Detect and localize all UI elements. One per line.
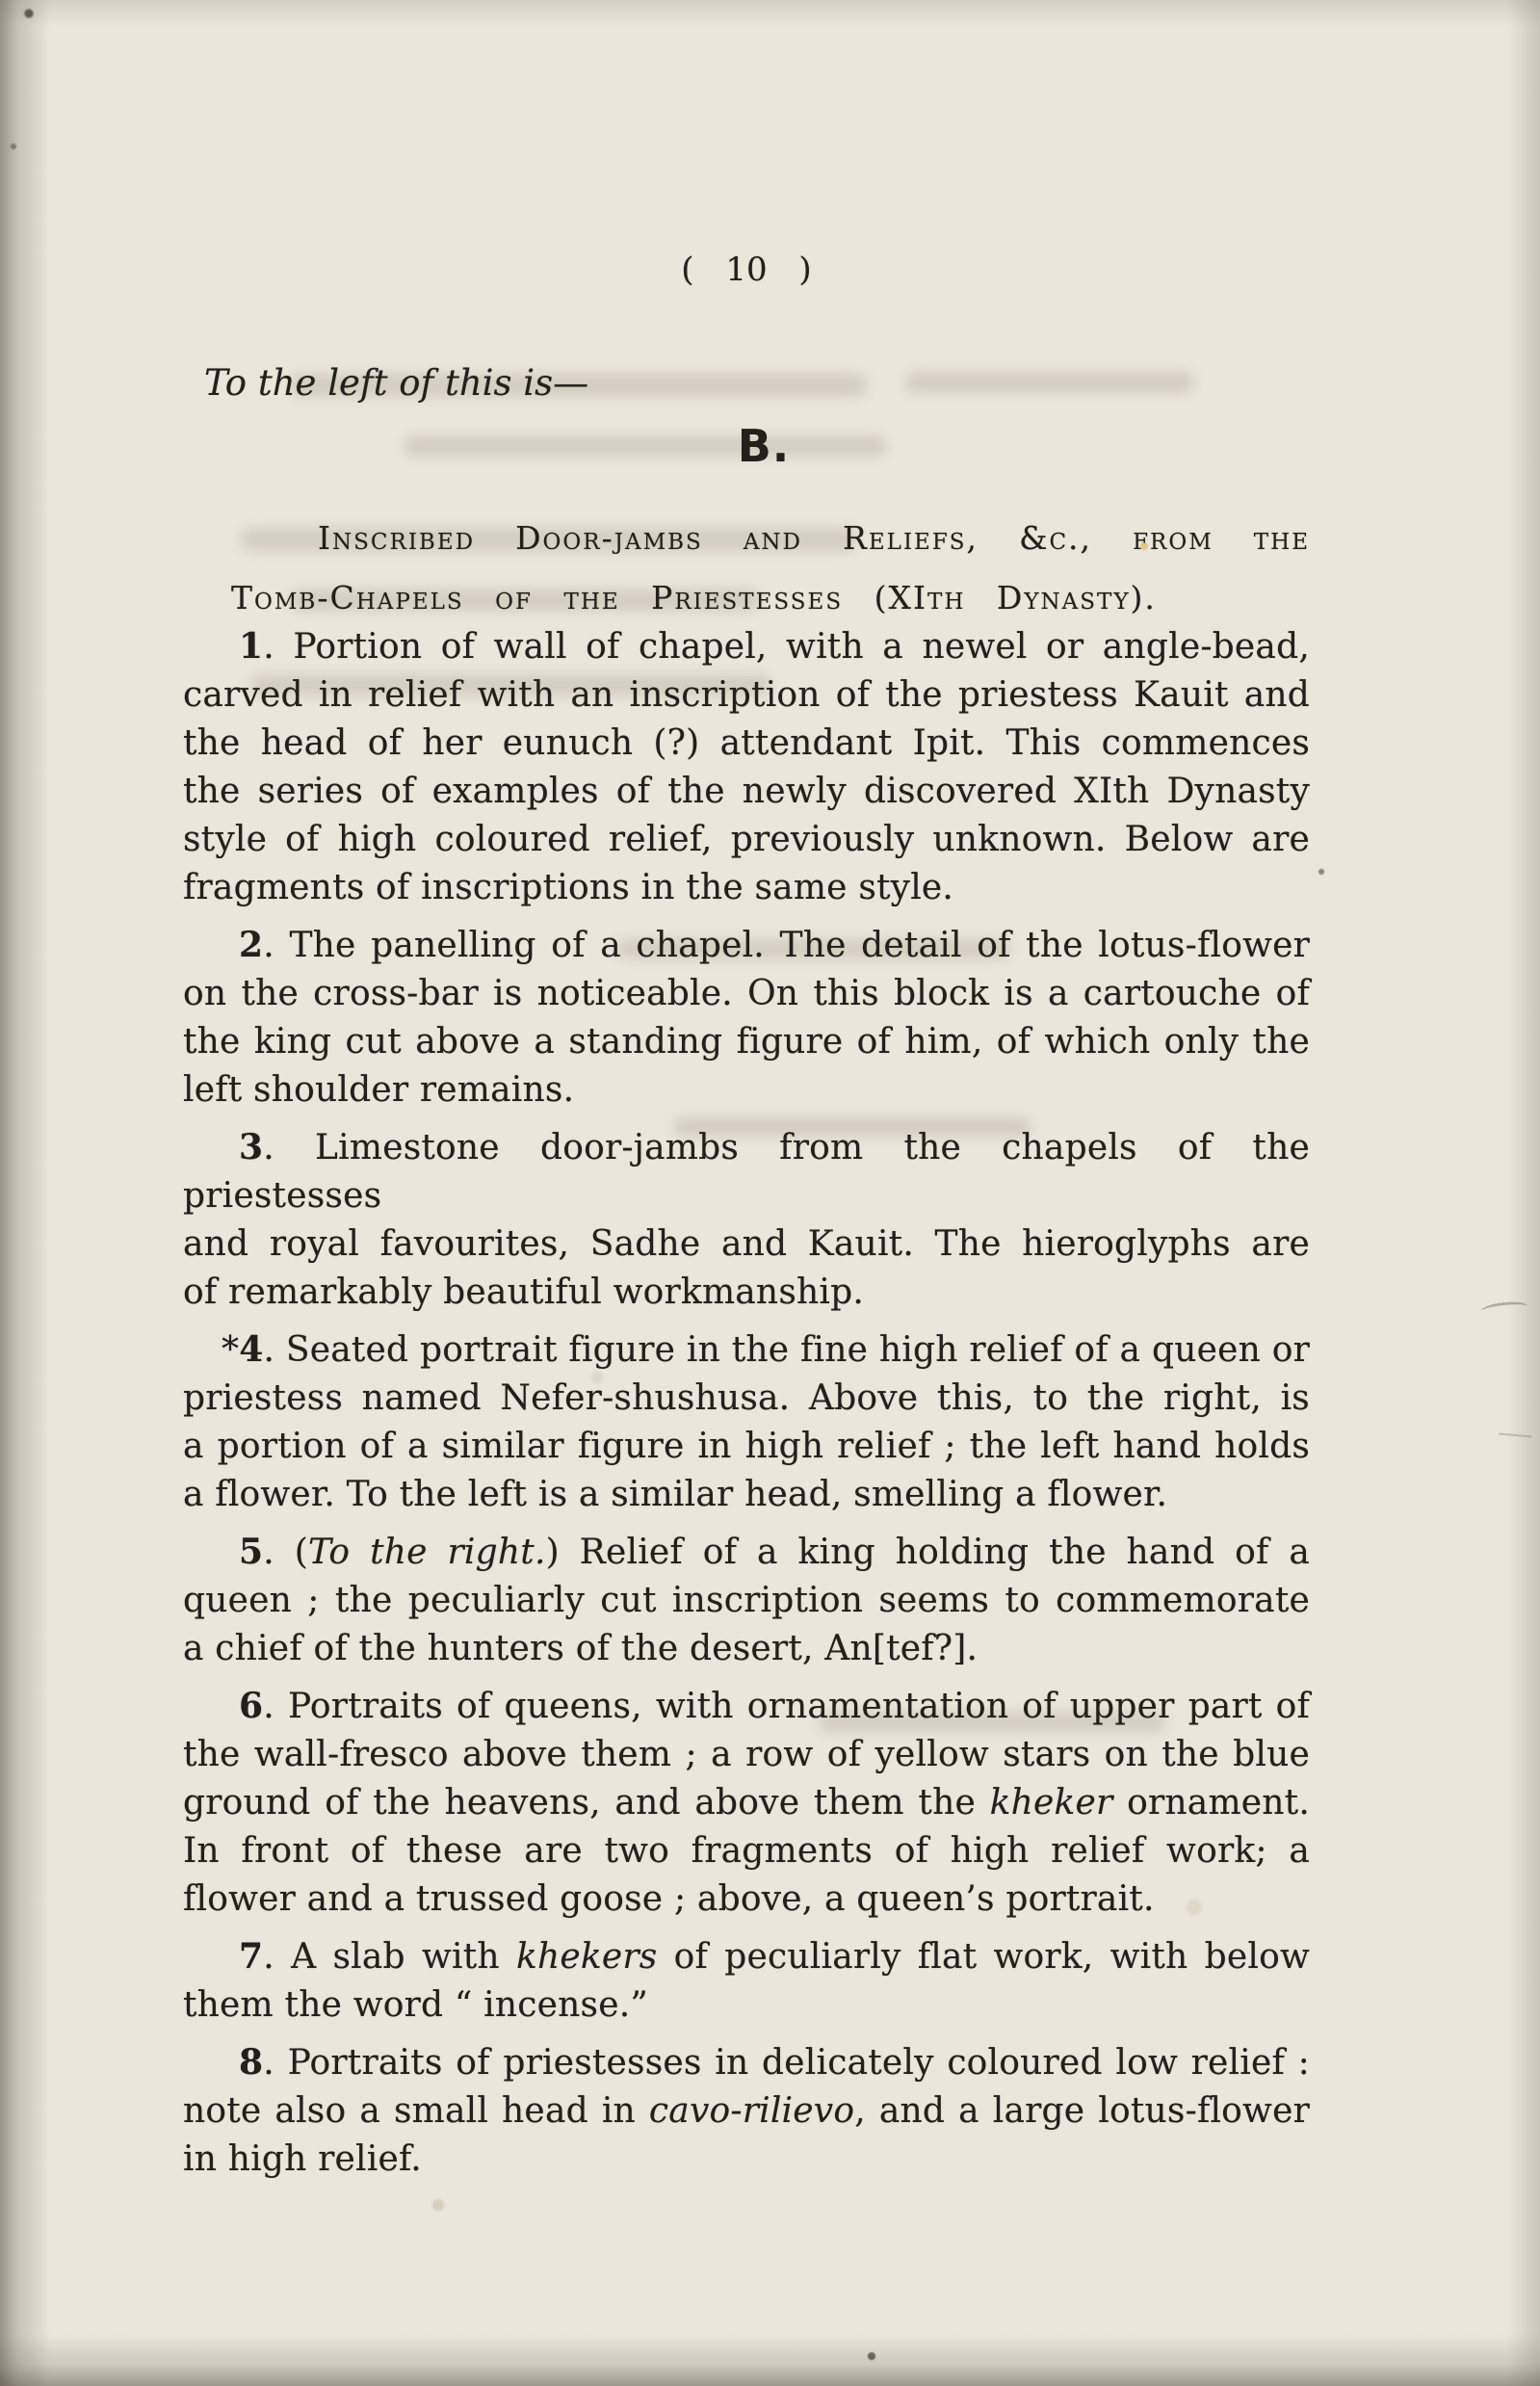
paragraph-1-line-5: style of high coloured relief, previously unknown. Below are [183, 820, 1310, 859]
body-paragraphs [183, 622, 1310, 2192]
paragraph-1-line-2: carved in relief with an inscription of the priestess Kauit and [183, 675, 1310, 715]
section-heading-line-1: Inscribed Door-jambs and Reliefs, &c., from the [318, 519, 1310, 557]
paragraph-7 [183, 1932, 1310, 2030]
section-letter: B. [737, 420, 791, 472]
paragraph-2-line-3: the king cut above a standing figure of him, of which only the [183, 1022, 1310, 1062]
paragraph-1 [183, 622, 1310, 912]
pencil-mark [1499, 1433, 1532, 1446]
paragraph-7-line-1: 7. A slab with khekers of peculiarly flat work, with below [239, 1936, 1310, 1977]
page-number: ( 10 ) [681, 250, 812, 289]
paragraph-3-line-3: of remarkably beautiful workmanship. [183, 1272, 864, 1312]
paragraph-5 [183, 1528, 1310, 1673]
paragraph-6-line-1: 6. Portraits of queens, with ornamentation of upper part of [239, 1686, 1310, 1726]
paragraph-1-line-3: the head of her eunuch (?) attendant Ipit. This commences [183, 723, 1310, 763]
paragraph-8-line-1: 8. Portraits of priestesses in delicately coloured low relief : [239, 2042, 1310, 2083]
paragraph-6 [183, 1682, 1310, 1924]
catchline: To the left of this is— [204, 362, 589, 404]
paragraph-3-line-2: and royal favourites, Sadhe and Kauit. The hieroglyphs are [183, 1224, 1310, 1264]
paragraph-2-line-1: 2. The panelling of a chapel. The detail of the lotus-flower [239, 925, 1310, 965]
paragraph-2-line-2: on the cross-bar is noticeable. On this block is a cartouche of [183, 974, 1310, 1013]
paragraph-7-line-2: them the word “ incense.” [183, 1985, 648, 2025]
paragraph-4 [183, 1325, 1310, 1519]
paragraph-4-line-3: a portion of a similar figure in high relief ; the left hand holds [183, 1427, 1310, 1466]
paragraph-6-line-3: ground of the heavens, and above them the kheker ornament. [183, 1783, 1310, 1822]
paragraph-2-line-4: left shoulder remains. [183, 1070, 575, 1110]
paragraph-5-line-2: queen ; the peculiarly cut inscription seems to commemorate [183, 1581, 1310, 1620]
paragraph-1-line-6: fragments of inscriptions in the same style. [183, 868, 954, 907]
paragraph-5-line-3: a chief of the hunters of the desert, An[tef?]. [183, 1629, 979, 1668]
paragraph-6-line-2: the wall-fresco above them ; a row of yellow stars on the blue [183, 1735, 1310, 1774]
paragraph-8-line-2: note also a small head in cavo-rilievo, and a large lotus-flower [183, 2091, 1310, 2131]
paragraph-2 [183, 921, 1310, 1114]
paragraph-1-line-4: the series of examples of the newly discovered XIth Dynasty [183, 772, 1310, 811]
paragraph-3 [183, 1123, 1310, 1317]
paragraph-5-line-1: 5. (To the right.) Relief of a king holding the hand of a [239, 1532, 1310, 1572]
section-heading-line-2: Tomb-Chapels of the Priestesses (XIth Dynasty). [231, 579, 1157, 616]
paragraph-4-line-4: a flower. To the left is a similar head, smelling a flower. [183, 1475, 1168, 1514]
paragraph-8-line-3: in high relief. [183, 2139, 422, 2179]
paragraph-8 [183, 2038, 1310, 2184]
paragraph-4-line-1: *4. Seated portrait figure in the fine high relief of a queen or [222, 1329, 1310, 1370]
paragraph-4-line-2: priestess named Nefer-shushusa. Above this, to the right, is [183, 1378, 1310, 1418]
paragraph-6-line-4: In front of these are two fragments of high relief work; a [183, 1831, 1310, 1871]
section-heading [183, 509, 1310, 628]
pencil-mark [1480, 1300, 1527, 1318]
paragraph-6-line-5: flower and a trussed goose ; above, a queen’s portrait. [183, 1879, 1155, 1919]
paragraph-1-line-1: 1. Portion of wall of chapel, with a newel or angle-bead, [239, 626, 1310, 667]
paragraph-3-line-1: 3. Limestone door-jambs from the chapels of the priestesses [183, 1127, 1310, 1216]
